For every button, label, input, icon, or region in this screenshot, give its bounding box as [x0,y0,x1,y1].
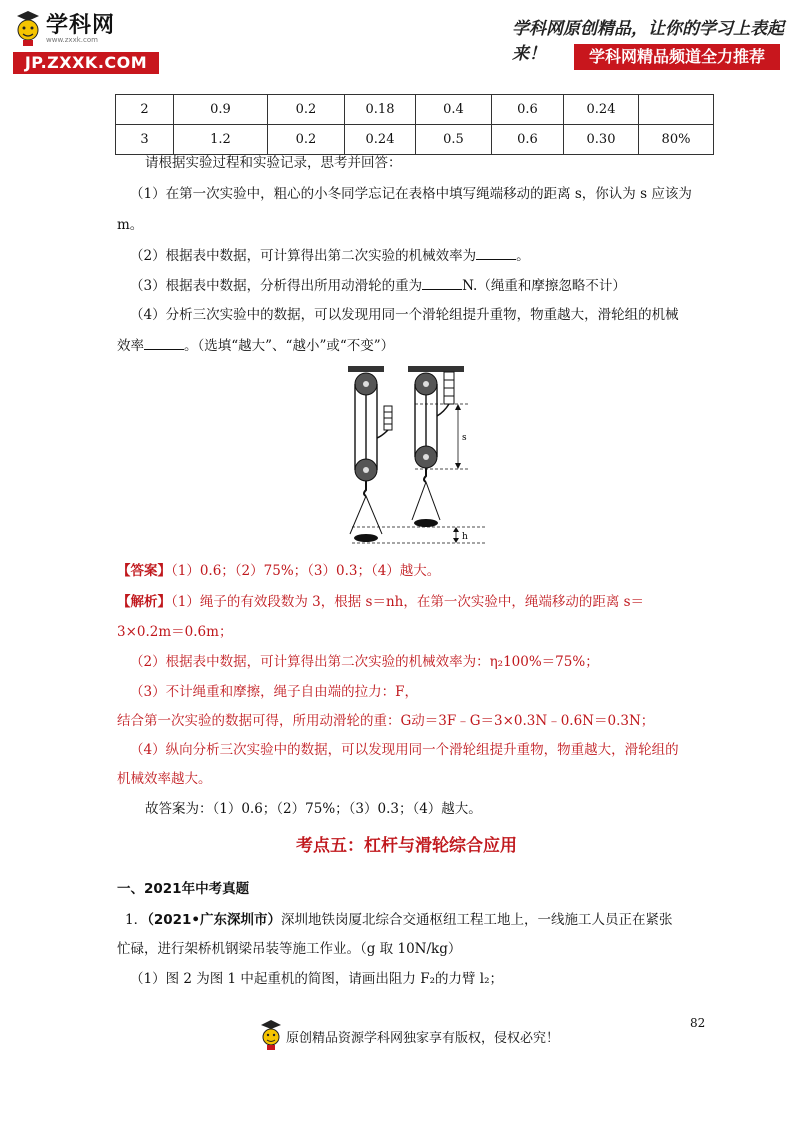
analysis-4: 结合第一次实验的数据可得，所用动滑轮的重：G动＝3F﹣G＝3×0.3N﹣0.6N＝0.3N； [117,713,655,729]
table-cell: 0.24 [564,95,639,125]
question-2 [130,245,530,266]
table-cell: 0.4 [416,95,492,125]
table-cell: 3 [116,125,174,155]
footer-copyright: 原创精品资源学科网独家享有版权，侵权必究！ [286,1031,560,1046]
question-3-end: N.（绳重和摩擦忽略不计） [462,278,626,294]
question-4: （4）分析三次实验中的数据，可以发现用同一个滑轮组提升重物，物重越大，滑轮组的机械 [130,307,679,323]
table-cell: 0.18 [345,95,416,125]
logo-mascot-icon [13,8,43,48]
section-title: 考点五：杠杆与滑轮综合应用 [296,836,517,856]
problem-source: （2021•广东深圳市） [147,912,282,928]
problem-number: 1． [125,912,148,928]
question-2-end: 。 [516,248,530,264]
table-cell: 2 [116,95,174,125]
table-cell: 0.24 [345,125,416,155]
table-cell: 0.6 [492,95,564,125]
page-number: 82 [690,1016,706,1030]
logo-domain: www.zxxk.com [46,36,98,44]
table-cell: 0.6 [492,125,564,155]
analysis-2: （2）根据表中数据，可计算得出第二次实验的机械效率为：η₂100%＝75%； [130,654,599,670]
label-h: h [462,532,468,542]
analysis-1-cont: 3×0.2m＝0.6m； [117,624,233,640]
table-cell: 0.30 [564,125,639,155]
question-1: （1）在第一次实验中，粗心的小冬同学忘记在表格中填写绳端移动的距离 s，你认为 s 应该为 [130,186,692,202]
answer-text: （1）0.6；（2）75%；（3）0.3；（4）越大。 [171,563,441,579]
analysis-1: （1）绳子的有效段数为 3，根据 s＝nh，在第一次实验中，绳端移动的距离 s＝ [171,594,645,610]
question-4-end: 。（选填“越大”、“越小”或“不变”） [184,338,395,354]
table-cell [639,95,714,125]
table-cell: 1.2 [174,125,268,155]
question-4-text: 效率 [117,338,144,354]
analysis-label: 【解析】 [117,594,171,610]
question-3 [130,275,626,296]
table-cell: 0.2 [268,95,345,125]
question-1-unit: m。 [117,217,144,233]
logo-name: 学科网 [46,13,116,38]
experiment-table [115,94,714,155]
question-3-text: （3）根据表中数据，分析得出所用动滑轮的重为 [130,278,423,294]
table-cell: 0.5 [416,125,492,155]
logo-badge[interactable]: JP.ZXXK.COM [13,52,159,74]
section-subtitle: 一、2021年中考真题 [117,881,250,897]
table-row [116,125,714,155]
analysis-3: （3）不计绳重和摩擦，绳子自由端的拉力：F， [130,684,418,700]
answer-blank[interactable] [422,275,462,290]
problem-1-part-1: （1）图 2 为图 1 中起重机的简图，请画出阻力 F₂的力臂 l₂； [130,971,504,987]
problem-text: 深圳地铁岗厦北综合交通枢纽工程工地上，一线施工人员正在紧张 [281,912,673,928]
problem-1-cont: 忙碌，进行架桥机钢梁吊装等施工作业。（g 取 10N/kg） [117,941,462,957]
answer-blank[interactable] [476,245,516,260]
ceiling-right [408,366,464,372]
table-cell: 0.9 [174,95,268,125]
header-slogan: 学科网原创精品，让你的学习上表起来！ [512,19,784,64]
label-s: s [462,433,467,443]
analysis-line [117,592,644,612]
analysis-5-cont: 机械效率越大。 [117,771,212,787]
ceiling-left [348,366,384,372]
question-intro: 请根据实验过程和实验记录，思考并回答： [145,155,402,171]
answer-label: 【答案】 [117,563,171,579]
answer-line [117,561,440,581]
footer-mascot-icon [258,1018,284,1052]
logo [13,8,43,48]
question-4-cont [117,335,394,356]
pulley-figure [340,362,490,550]
question-2-text: （2）根据表中数据，可计算得出第二次实验的机械效率为 [130,248,477,264]
table-row [116,95,714,125]
answer-blank[interactable] [144,335,184,350]
problem-1 [125,910,673,930]
header-banner[interactable]: 学科网精品频道全力推荐 [574,44,780,70]
analysis-5: （4）纵向分析三次实验中的数据，可以发现用同一个滑轮组提升重物，物重越大，滑轮组的 [130,742,679,758]
final-answer: 故答案为：（1）0.6；（2）75%；（3）0.3；（4）越大。 [145,801,482,817]
table-cell: 0.2 [268,125,345,155]
table-cell: 80% [639,125,714,155]
